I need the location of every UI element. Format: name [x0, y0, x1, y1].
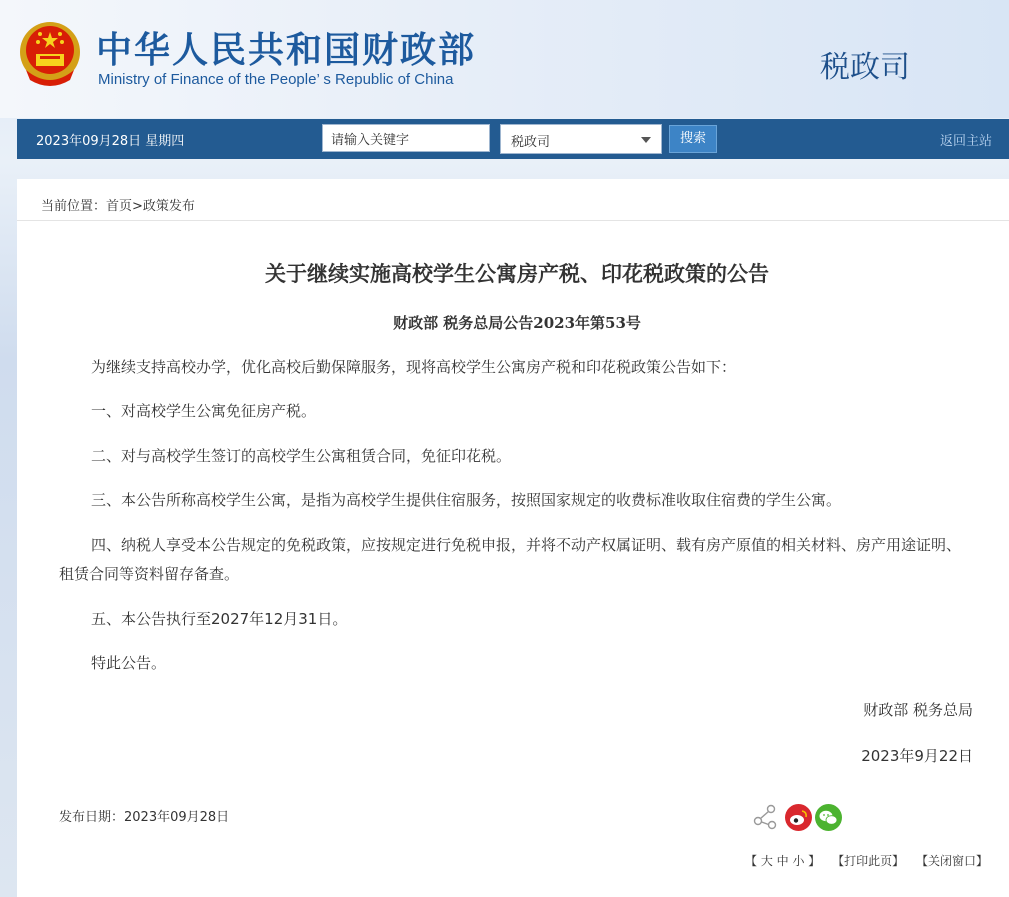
article-title: 关于继续实施高校学生公寓房产税、印花税政策的公告 [265, 262, 769, 286]
search-input[interactable]: 请输入关键字 [322, 124, 490, 152]
wechat-icon[interactable] [815, 804, 842, 831]
publish-date: 发布日期：2023年09月28日 [59, 810, 230, 825]
nav-bar [17, 119, 1009, 159]
site-title-en[interactable]: Ministry of Finance of the People’ s Republic of China [98, 71, 454, 88]
close-window-link[interactable]: 【关闭窗口】 [915, 854, 988, 868]
content-panel [17, 179, 1009, 897]
footer-links [745, 852, 996, 869]
font-size-toggle[interactable]: 【 大 中 小 】 [745, 854, 821, 868]
search-button[interactable]: 搜索 [669, 125, 717, 153]
paragraph-closing: 特此公告。 [91, 654, 167, 672]
back-home-link[interactable]: 返回主站 [940, 134, 993, 149]
site-title-cn[interactable]: 中华人民共和国财政部 [96, 30, 477, 71]
department-select[interactable] [500, 124, 662, 154]
breadcrumb[interactable]: 当前位置：首页>政策发布 [41, 199, 195, 214]
paragraph-intro: 为继续支持高校办学，优化高校后勤保障服务，现将高校学生公寓房产税和印花税政策公告如下： [91, 358, 737, 376]
paragraph-3: 三、本公告所称高校学生公寓，是指为高校学生提供住宿服务，按照国家规定的收费标准收取住宿费的学生公寓。 [91, 491, 842, 509]
chevron-down-icon [641, 137, 651, 143]
document-number: 财政部 税务总局公告2023年第53号 [393, 314, 641, 332]
site-header [0, 0, 1009, 118]
breadcrumb-row [17, 179, 1009, 221]
department-name: 税政司 [820, 50, 910, 85]
print-page-link[interactable]: 【打印此页】 [832, 854, 905, 868]
signature: 财政部 税务总局 [863, 701, 973, 719]
paragraph-5: 五、本公告执行至2027年12月31日。 [91, 610, 348, 628]
share-icon[interactable] [752, 804, 778, 830]
national-emblem-icon[interactable] [18, 20, 82, 88]
paragraph-2: 二、对与高校学生签订的高校学生公寓租赁合同，免征印花税。 [91, 447, 512, 465]
current-date: 2023年09月28日 星期四 [36, 134, 185, 149]
select-value: 税政司 [511, 135, 551, 150]
sign-date: 2023年9月22日 [861, 747, 973, 765]
paragraph-1: 一、对高校学生公寓免征房产税。 [91, 402, 317, 420]
paragraph-4: 四、纳税人享受本公告规定的免税政策，应按规定进行免税申报，并将不动产权属证明、载有房产原值的相关材料、房产用途证明、租赁合同等资料留存备查。 [59, 536, 962, 583]
weibo-icon[interactable] [785, 804, 812, 831]
